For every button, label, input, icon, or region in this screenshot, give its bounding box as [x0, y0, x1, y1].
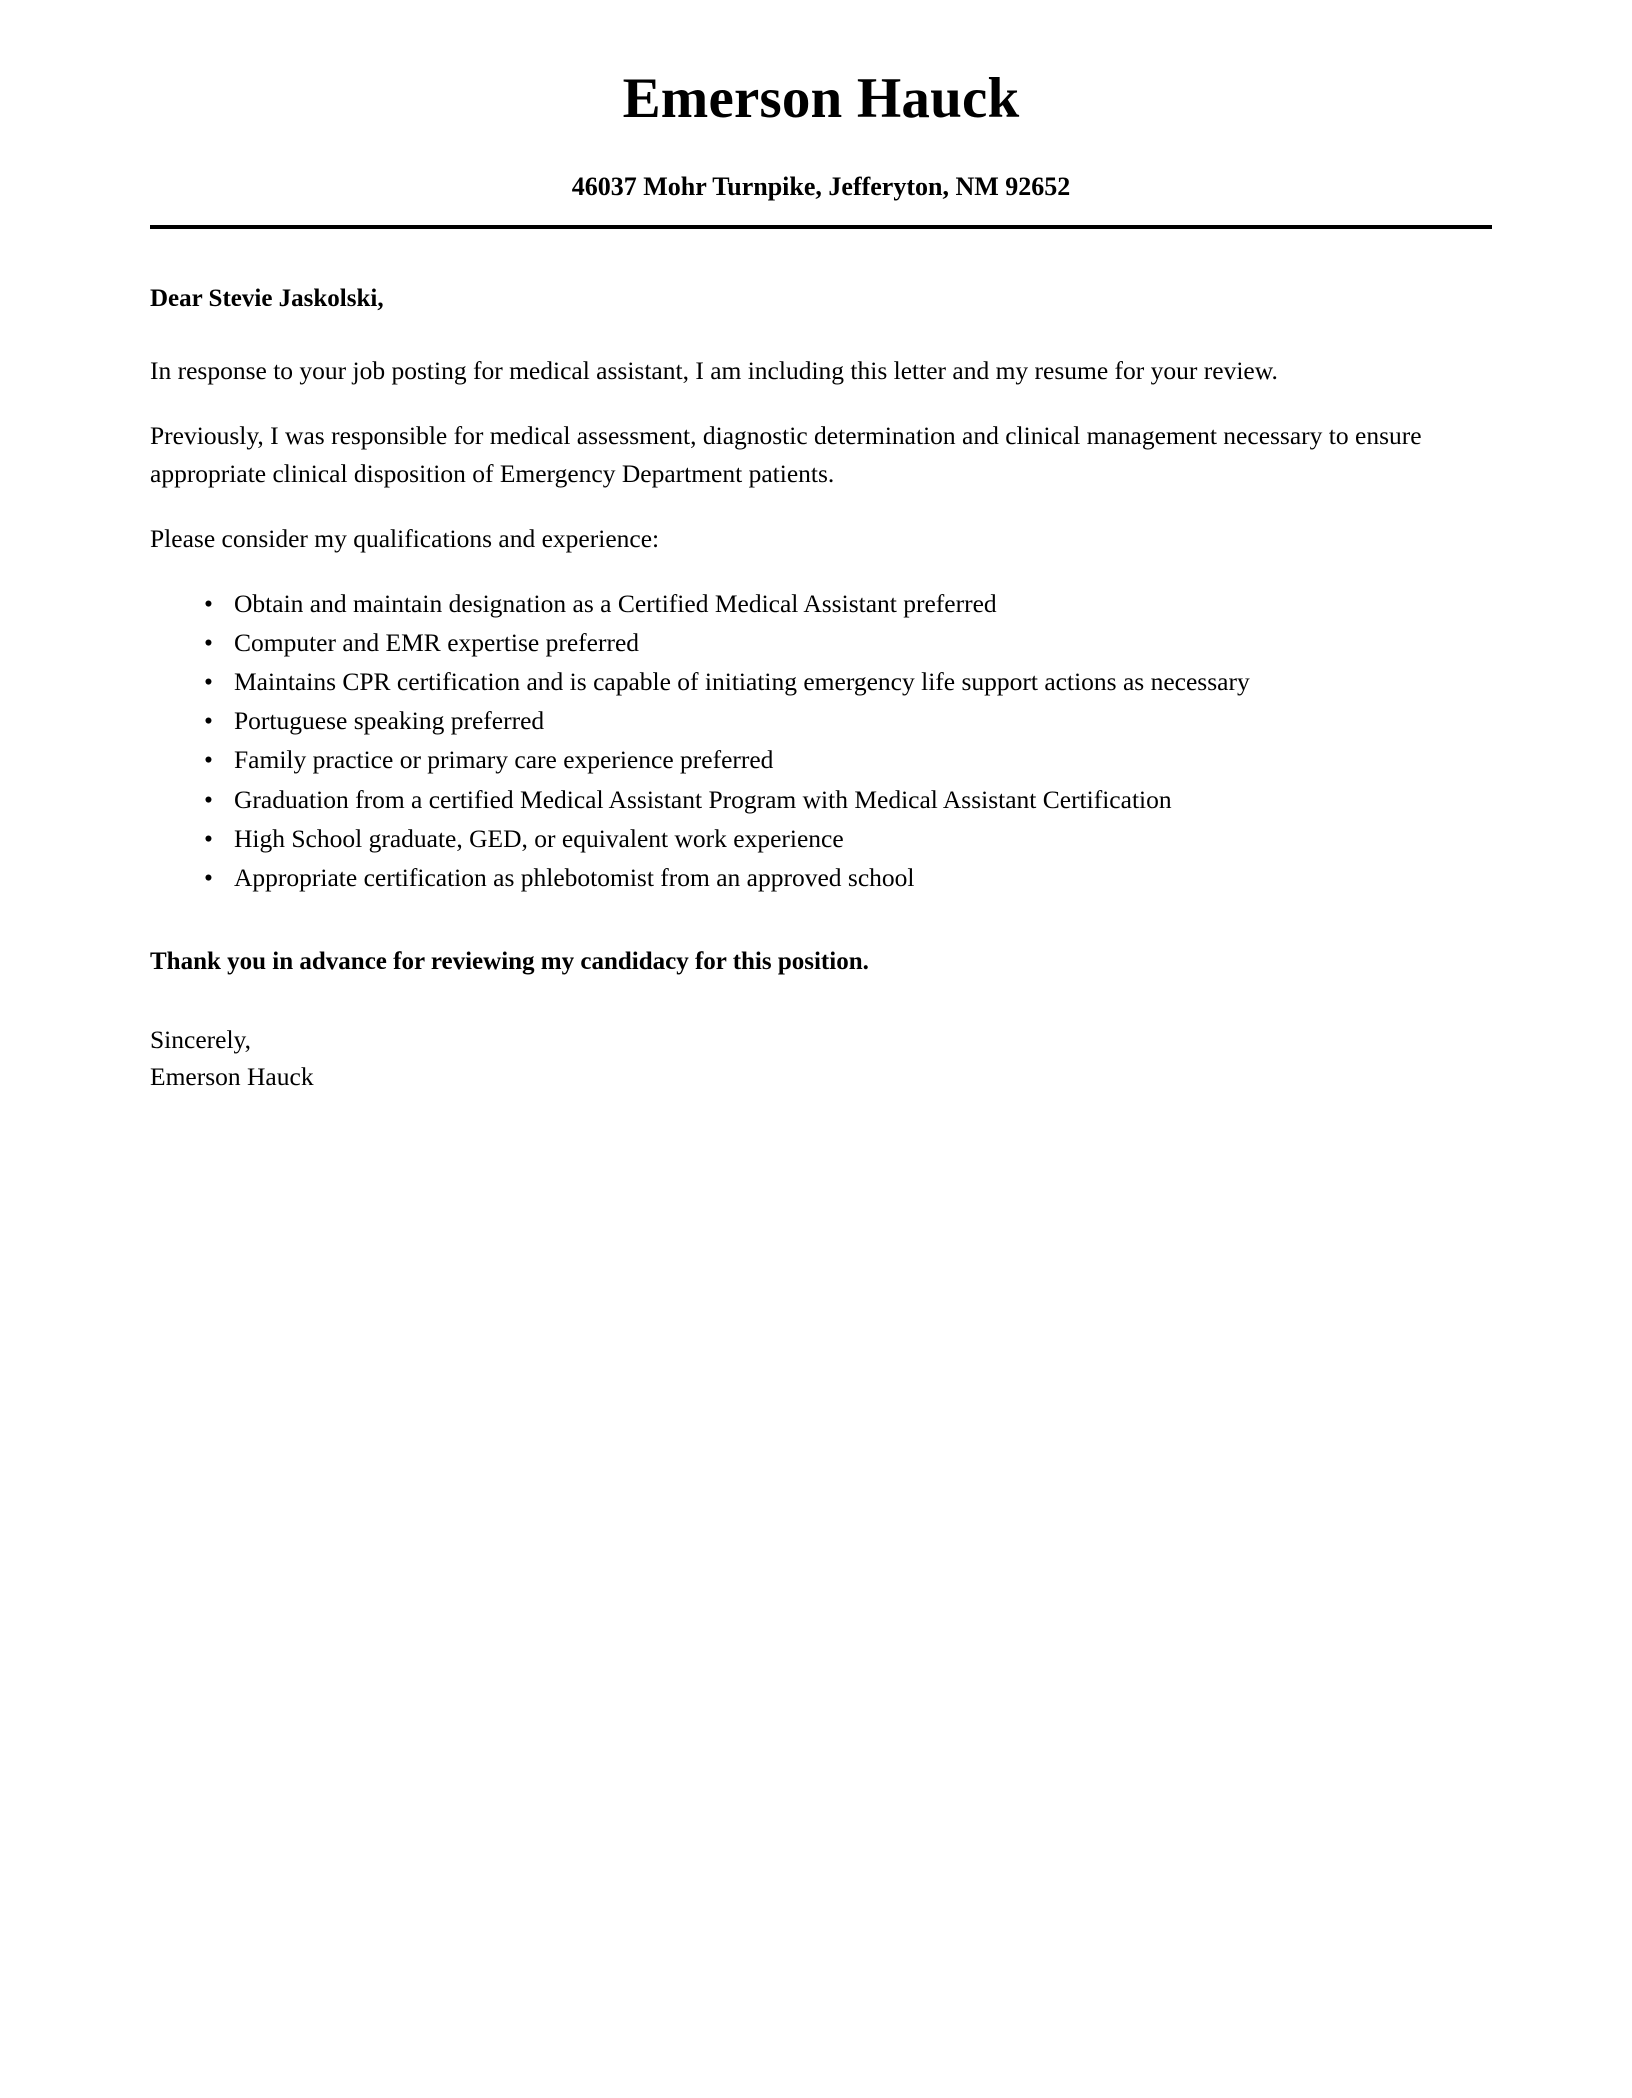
signature-block [150, 1022, 1492, 1094]
paragraph-intro: In response to your job posting for medical assistant, I am including this letter and my resume for your review. [150, 355, 1278, 385]
salutation: Dear Stevie Jaskolski, [150, 285, 384, 313]
list-item-label: Computer and EMR expertise preferred [234, 627, 640, 657]
list-item [202, 625, 1492, 661]
bullet-icon: • [204, 784, 213, 814]
list-item-label: Graduation from a certified Medical Assistant Program with Medical Assistant Certification [234, 784, 1172, 814]
sign-off-label: Sincerely, [150, 1025, 252, 1055]
list-item [202, 742, 1492, 778]
candidate-name: Emerson Hauck [622, 67, 1020, 130]
list-item [202, 860, 1492, 896]
qualifications-list [150, 586, 1492, 897]
letterhead-divider [150, 225, 1492, 229]
list-item [202, 821, 1492, 857]
list-item-label: Maintains CPR certification and is capable of initiating emergency life support actions as necessary [234, 666, 1250, 696]
list-item-label: Portuguese speaking preferred [234, 706, 545, 736]
paragraph-experience: Previously, I was responsible for medical assessment, diagnostic determination and clinical management necessary to ensure appropriate clinical disposition of Emergency Department patients. [150, 421, 1422, 488]
bullet-icon: • [204, 588, 213, 618]
signature-name: Emerson Hauck [150, 1061, 314, 1091]
candidate-address: 46037 Mohr Turnpike, Jefferyton, NM 92652 [571, 171, 1071, 201]
list-item-label: Obtain and maintain designation as a Certified Medical Assistant preferred [234, 588, 997, 618]
bullet-icon: • [204, 666, 213, 696]
letter-body [150, 281, 1492, 1094]
bullet-icon: • [204, 862, 213, 892]
list-item [202, 664, 1492, 700]
list-item [202, 703, 1492, 739]
list-item-label: High School graduate, GED, or equivalent work experience [234, 823, 844, 853]
letterhead [150, 68, 1492, 229]
bullet-icon: • [204, 745, 213, 775]
bullet-icon: • [204, 627, 213, 657]
bullet-icon: • [204, 823, 213, 853]
list-item-label: Family practice or primary care experience preferred [234, 745, 774, 775]
list-item [202, 586, 1492, 622]
bullet-icon: • [204, 706, 213, 736]
list-item-label: Appropriate certification as phlebotomist from an approved school [234, 862, 915, 892]
thank-you-line: Thank you in advance for reviewing my candidacy for this position. [150, 948, 869, 976]
paragraph-qualifications-lead: Please consider my qualifications and experience: [150, 524, 660, 554]
list-item [202, 782, 1492, 818]
